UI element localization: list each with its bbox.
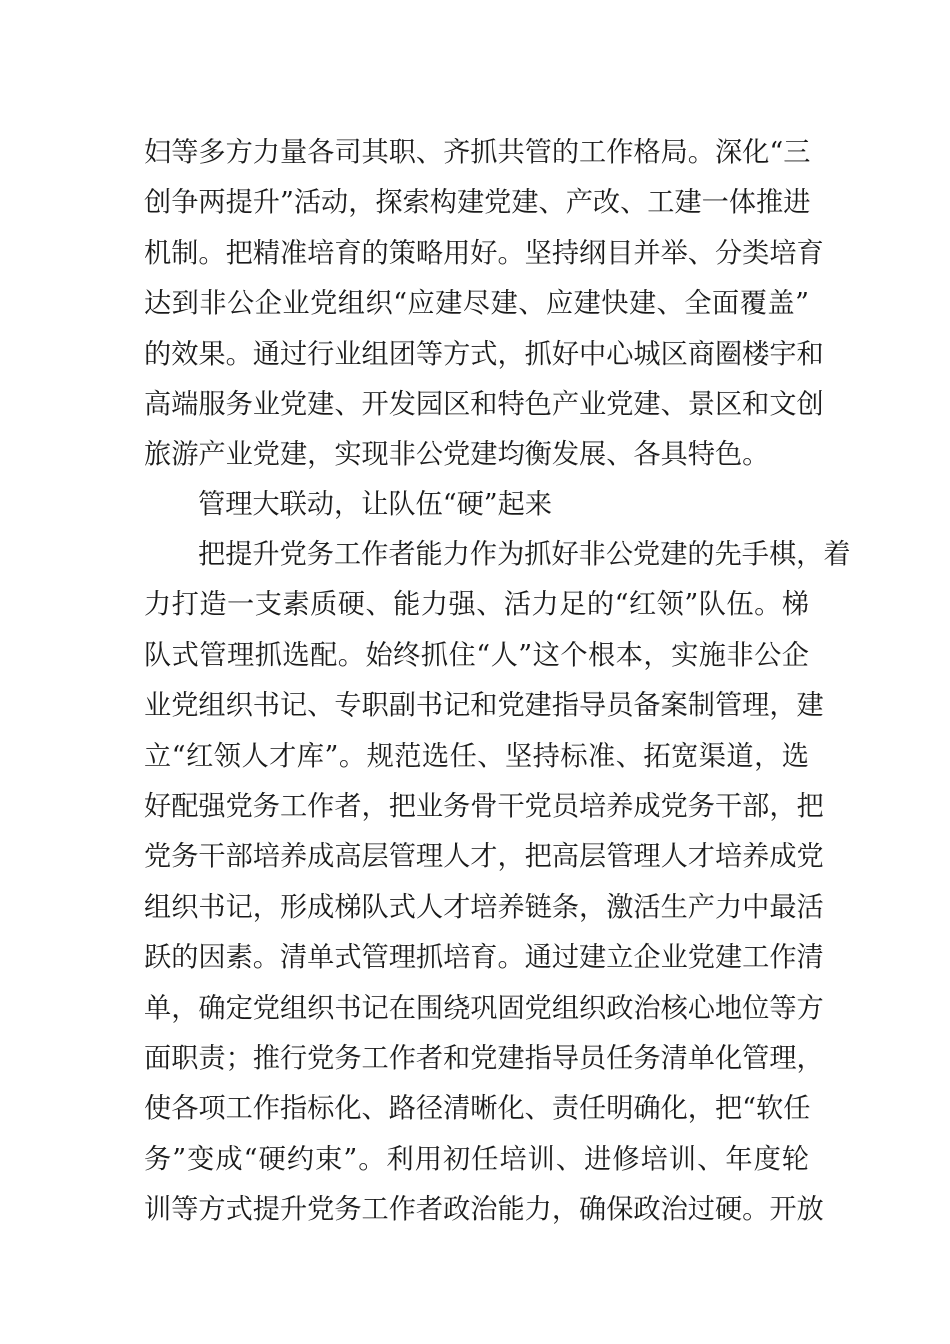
paragraph-1-line: 达到非公企业党组织“应建尽建、应建快建、全面覆盖” xyxy=(144,288,809,320)
section-heading: 管理大联动，让队伍“硬”起来 xyxy=(198,489,553,520)
paragraph-2-line: 力打造一支素质硬、能力强、活力足的“红领”队伍。梯 xyxy=(144,589,809,621)
paragraph-2-line: 务”变成“硬约束”。利用初任培训、进修培训、年度轮 xyxy=(144,1143,809,1175)
paragraph-2-line: 组织书记，形成梯队式人才培养链条，激活生产力中最活 xyxy=(144,891,824,923)
paragraph-2 xyxy=(144,530,851,1235)
section-heading-block xyxy=(144,480,809,530)
paragraph-2-line: 单，确定党组织书记在围绕巩固党组织政治核心地位等方 xyxy=(144,992,824,1024)
paragraph-2-line: 把提升党务工作者能力作为抓好非公党建的先手棋，着 xyxy=(198,539,851,570)
paragraph-2-line: 面职责；推行党务工作者和党建指导员任务清单化管理， xyxy=(144,1042,824,1074)
paragraph-2-line: 训等方式提升党务工作者政治能力，确保政治过硬。开放 xyxy=(144,1194,824,1226)
paragraph-2-line: 跃的因素。清单式管理抓培育。通过建立企业党建工作清 xyxy=(144,942,824,974)
paragraph-1-line: 的效果。通过行业组团等方式，抓好中心城区商圈楼宇和 xyxy=(144,338,824,370)
paragraph-1-line: 旅游产业党建，实现非公党建均衡发展、各具特色。 xyxy=(144,439,770,471)
paragraph-1-line: 机制。把精准培育的策略用好。坚持纲目并举、分类培育 xyxy=(144,237,824,269)
paragraph-2-line: 好配强党务工作者，把业务骨干党员培养成党务干部，把 xyxy=(144,790,824,822)
paragraph-2-line: 业党组织书记、专职副书记和党建指导员备案制管理，建 xyxy=(144,690,824,722)
paragraph-1 xyxy=(144,128,824,481)
paragraph-1-line: 妇等多方力量各司其职、齐抓共管的工作格局。深化“三 xyxy=(144,137,811,168)
paragraph-2-line: 党务干部培养成高层管理人才，把高层管理人才培养成党 xyxy=(144,841,824,873)
paragraph-2-line: 队式管理抓选配。始终抓住“人”这个根本，实施非公企 xyxy=(144,639,809,671)
paragraph-2-line: 使各项工作指标化、路径清晰化、责任明确化，把“软任 xyxy=(144,1093,811,1125)
paragraph-1-line: 创争两提升”活动，探索构建党建、产改、工建一体推进 xyxy=(144,187,811,219)
paragraph-2-line: 立“红领人才库”。规范选任、坚持标准、拓宽渠道，选 xyxy=(144,740,809,772)
paragraph-1-line: 高端服务业党建、开发园区和特色产业党建、景区和文创 xyxy=(144,388,824,420)
